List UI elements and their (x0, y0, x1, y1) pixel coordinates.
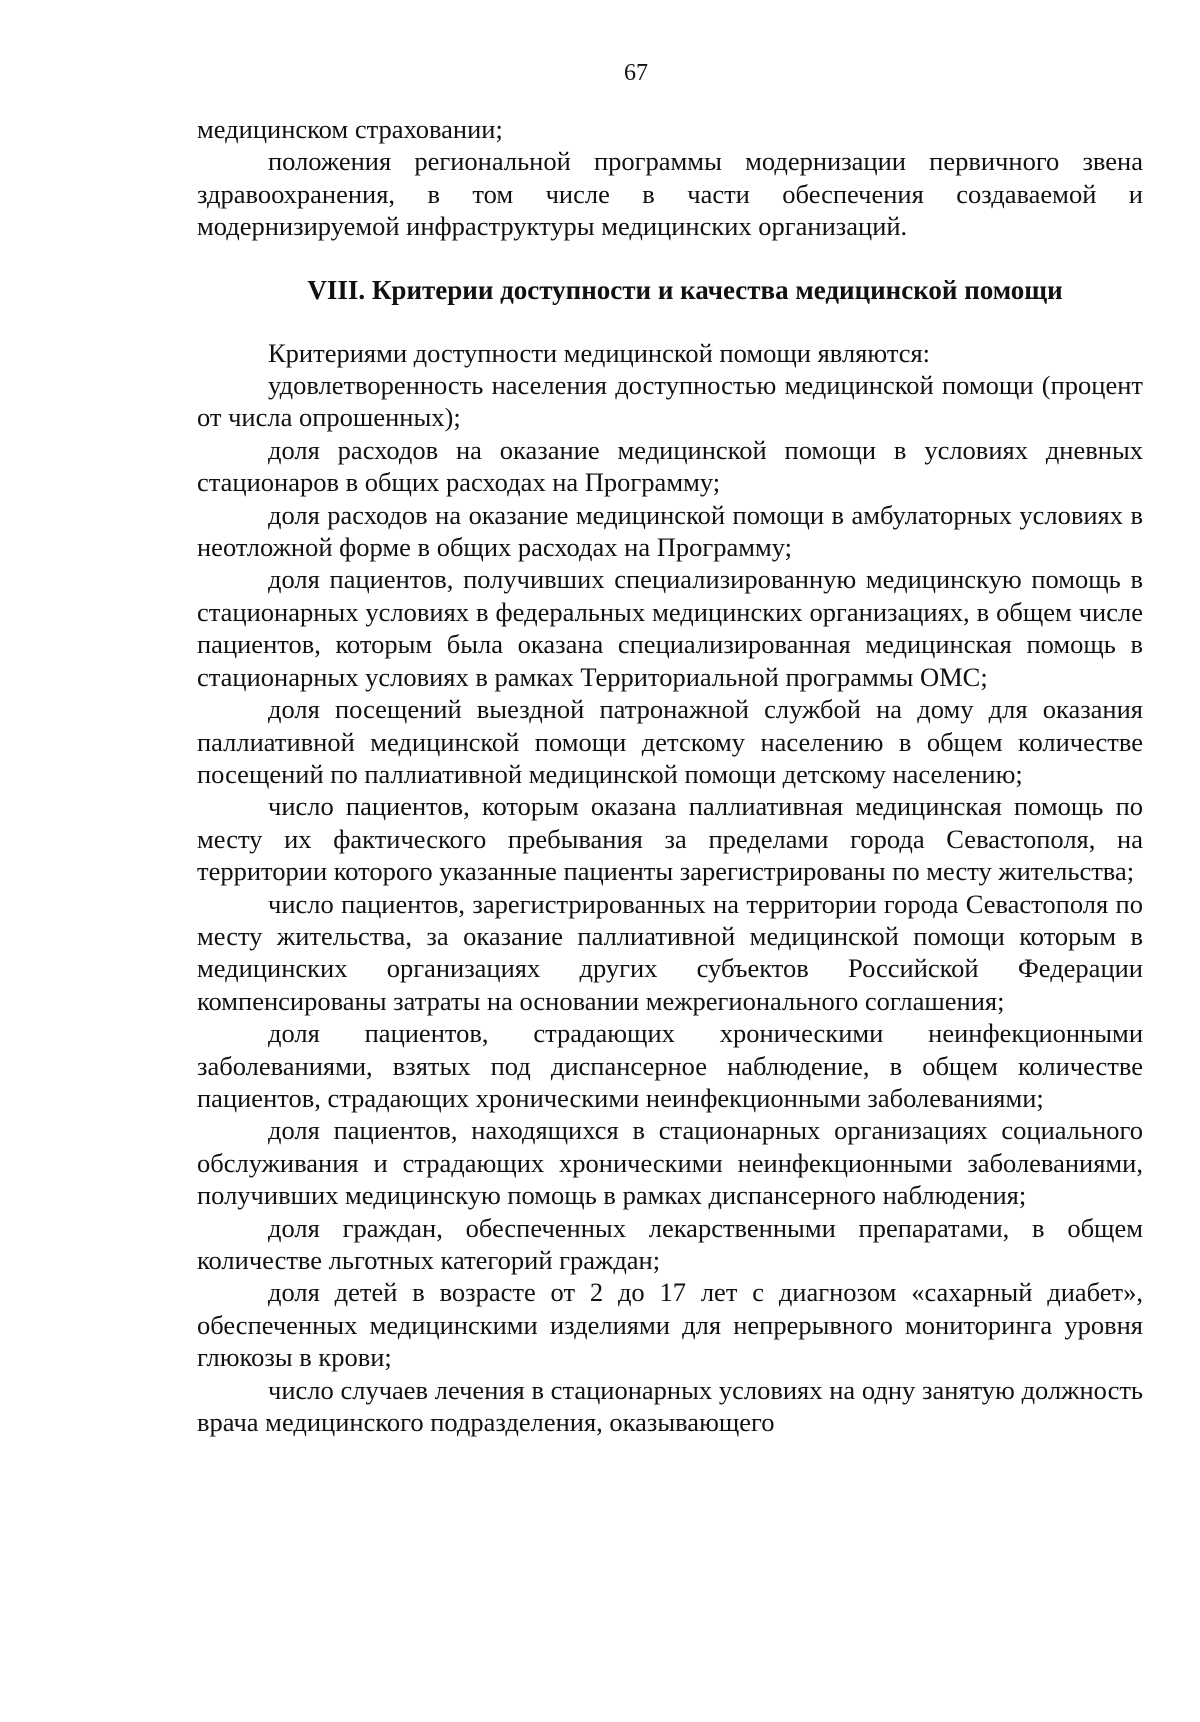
paragraph-continuation: медицинском страховании; (197, 114, 503, 144)
paragraph-criterion: удовлетворенность населения доступностью медицинской помощи (процент от числа опрошенных); (197, 370, 1143, 433)
paragraph-criterion: доля граждан, обеспеченных лекарственными препаратами, в общем количестве льготных категорий граждан; (197, 1212, 1143, 1275)
paragraph-regional-program: положения региональной программы модернизации первичного звена здравоохранения, в том числе в части обеспечения создаваемой и модернизируемой инфраструктуры медицинских организаций. (197, 146, 1143, 242)
paragraph-criterion: доля пациентов, получивших специализированную медицинскую помощь в стационарных условиях в федеральных медицинских организациях, в общем числе пациентов, которым была оказана специализированная медицинская помощь в стационарных условиях в рамках Территориальной программы ОМС; (197, 564, 1143, 692)
paragraph-criterion: число пациентов, которым оказана паллиативная медицинская помощь по месту их фактического пребывания за пределами города Севастополя, на территории которого указанные пациенты зарегистрированы по месту жительства; (197, 791, 1143, 887)
section-heading: VIII. Критерии доступности и качества медицинской помощи (307, 274, 1063, 305)
paragraph-criterion: доля расходов на оказание медицинской помощи в амбулаторных условиях в неотложной форме в общих расходах на Программу; (197, 499, 1143, 563)
page-number: 67 (624, 60, 648, 86)
paragraph-criteria-intro: Критериями доступности медицинской помощи являются: (268, 337, 931, 368)
paragraph-criterion: доля пациентов, страдающих хроническими неинфекционными заболеваниями, взятых под диспансерное наблюдение, в общем количестве пациентов, страдающих хроническими неинфекционными заболеваниями; (197, 1018, 1143, 1113)
document-body (197, 113, 1143, 1438)
paragraph-criterion: доля расходов на оказание медицинской помощи в условиях дневных стационаров в общих расходах на Программу; (197, 434, 1143, 498)
paragraph-criterion: доля посещений выездной патронажной службой на дому для оказания паллиативной медицинской помощи детскому населению в общем количестве посещений по паллиативной медицинской помощи детскому населению; (197, 694, 1143, 789)
paragraph-criterion: доля пациентов, находящихся в стационарных организациях социального обслуживания и страдающих хроническими неинфекционными заболеваниями, получивших медицинскую помощь в рамках диспансерного наблюдения; (197, 1115, 1143, 1211)
paragraph-criterion: доля детей в возрасте от 2 до 17 лет с диагнозом «сахарный диабет», обеспеченных медицинскими изделиями для непрерывного мониторинга уровня глюкозы в крови; (197, 1277, 1143, 1373)
paragraph-criterion: число пациентов, зарегистрированных на территории города Севастополя по месту жительства, за оказание паллиативной медицинской помощи которым в медицинских организациях других субъектов Российской Федерации компенсированы затраты на основании межрегионального соглашения; (197, 888, 1143, 1016)
paragraph-criterion: число случаев лечения в стационарных условиях на одну занятую должность врача медицинского подразделения, оказывающего (197, 1374, 1143, 1438)
